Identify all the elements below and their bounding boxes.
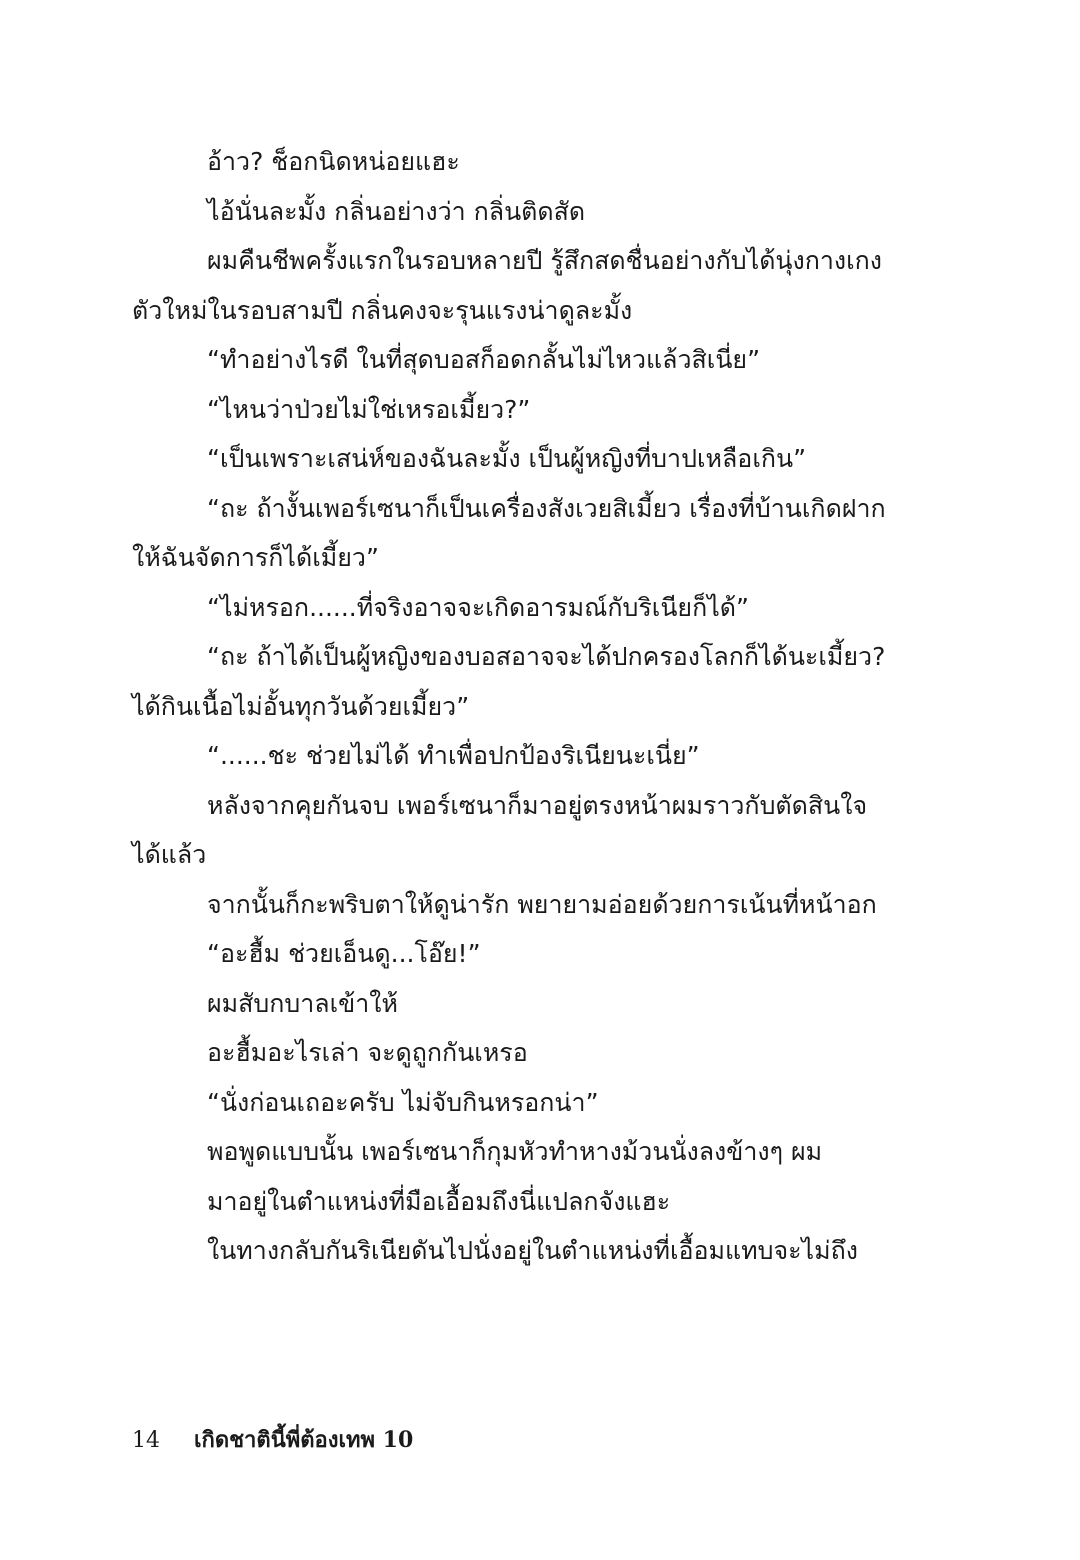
text-line: “ถะ ถ้างั้นเพอร์เซนาก็เป็นเครื่องสังเวยสิเมี้ยว เรื่องที่บ้านเกิดฝาก bbox=[207, 493, 886, 523]
text-line: มาอยู่ในตำแหน่งที่มือเอื้อมถึงนี่แปลกจังแฮะ bbox=[207, 1186, 671, 1216]
body-text bbox=[132, 137, 892, 1276]
text-line: “ถะ ถ้าได้เป็นผู้หญิงของบอสอาจจะได้ปกครองโลกก็ได้นะเมี้ยว? bbox=[207, 642, 886, 671]
text-line: “ทำอย่างไรดี ในที่สุดบอสก็อดกลั้นไม่ไหวแล้วสิเนี่ย” bbox=[207, 345, 761, 374]
text-line: ตัวใหม่ในรอบสามปี กลิ่นคงจะรุนแรงน่าดูละมั้ง bbox=[132, 295, 633, 325]
text-line: “ไหนว่าป่วยไม่ใช่เหรอเมี้ยว?” bbox=[207, 394, 531, 424]
text-line: ไอ้นั่นละมั้ง กลิ่นอย่างว่า กลิ่นติดสัด bbox=[207, 196, 586, 226]
text-line: “ไม่หรอก......ที่จริงอาจจะเกิดอารมณ์กับริเนียก็ได้” bbox=[207, 592, 749, 622]
page-footer bbox=[132, 1425, 413, 1456]
text-line: ให้ฉันจัดการก็ได้เมี้ยว” bbox=[132, 543, 379, 572]
text-line: ผมคืนชีพครั้งแรกในรอบหลายปี รู้สึกสดชื่นอย่างกับได้นุ่งกางเกง bbox=[207, 246, 882, 275]
text-line: ผมสับกบาลเข้าให้ bbox=[207, 988, 398, 1018]
page-number: 14 bbox=[132, 1428, 160, 1453]
text-line: “เป็นเพราะเสน่ห์ของฉันละมั้ง เป็นผู้หญิงที่บาปเหลือเกิน” bbox=[207, 444, 807, 473]
text-line: จากนั้นก็กะพริบตาให้ดูน่ารัก พยายามอ่อยด้วยการเน้นที่หน้าอก bbox=[207, 889, 877, 919]
text-line: “นั่งก่อนเถอะครับ ไม่จับกินหรอกน่า” bbox=[207, 1087, 599, 1117]
text-line: หลังจากคุยกันจบ เพอร์เซนาก็มาอยู่ตรงหน้าผมราวกับตัดสินใจ bbox=[207, 790, 868, 820]
text-line: อ้าว? ช็อกนิดหน่อยแฮะ bbox=[207, 147, 460, 176]
text-line: “อะฮื้ม ช่วยเอ็นดู...โอ๊ย!” bbox=[207, 939, 481, 968]
book-title: เกิดชาตินี้พี่ต้องเทพ 10 bbox=[194, 1427, 414, 1453]
text-line: ในทางกลับกันริเนียดันไปนั่งอยู่ในตำแหน่งที่เอื้อมแทบจะไม่ถึง bbox=[207, 1236, 858, 1265]
text-line: อะฮื้มอะไรเล่า จะดูถูกกันเหรอ bbox=[207, 1038, 528, 1067]
text-line: “......ชะ ช่วยไม่ได้ ทำเพื่อปกป้องริเนียนะเนี่ย” bbox=[207, 741, 700, 770]
text-line: พอพูดแบบนั้น เพอร์เซนาก็กุมหัวทำหางม้วนนั่งลงข้างๆ ผม bbox=[207, 1137, 823, 1166]
text-line: ได้กินเนื้อไม่อั้นทุกวันด้วยเมี้ยว” bbox=[132, 691, 470, 721]
text-line: ได้แล้ว bbox=[132, 840, 207, 869]
